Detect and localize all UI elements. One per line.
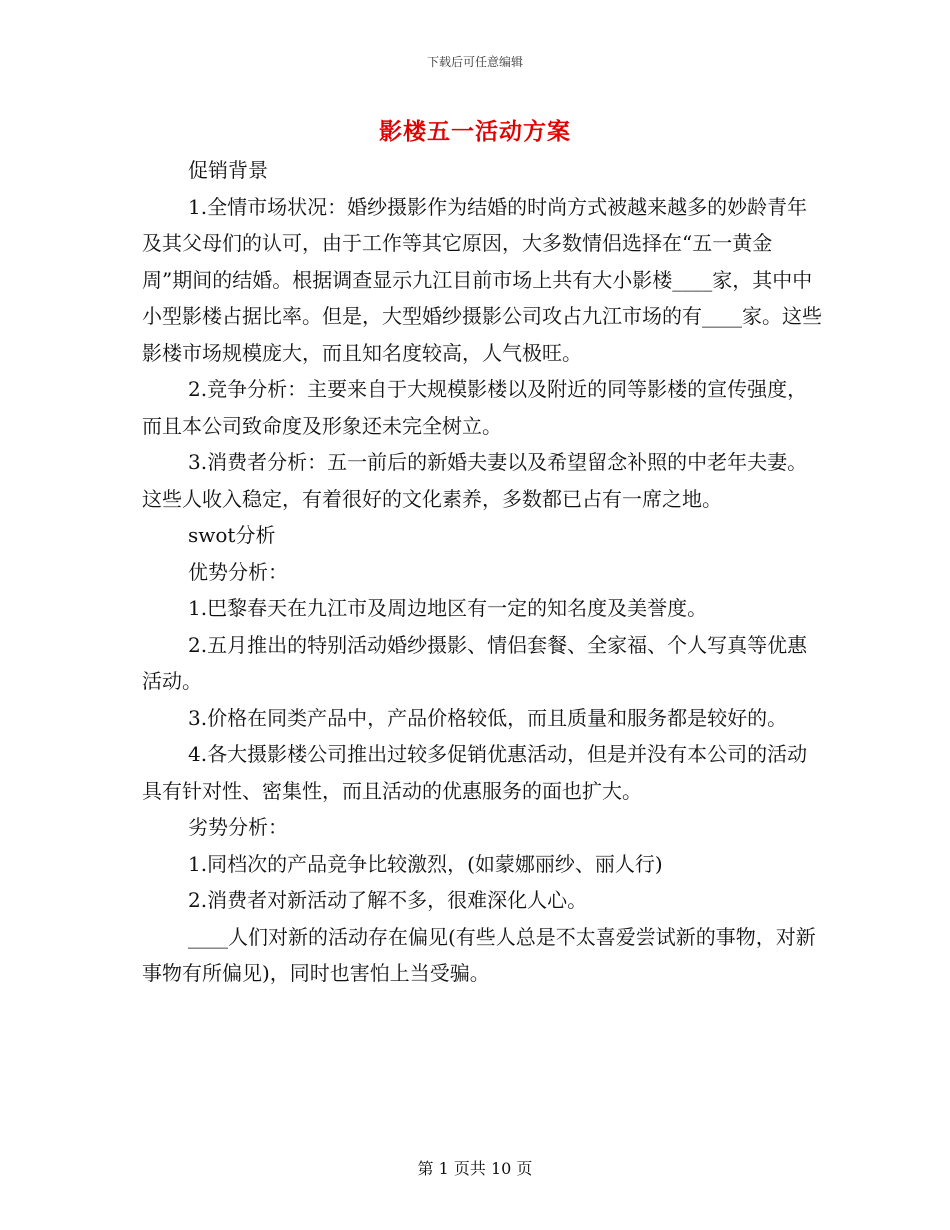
weakness-item-1: 1.同档次的产品竞争比较激烈，(如蒙娜丽纱、丽人行) bbox=[188, 851, 663, 876]
section-heading-swot: swot分析 bbox=[188, 523, 276, 547]
strength-item-2: 2.五月推出的特别活动婚纱摄影、情侣套餐、全家福、个人写真等优惠活动。 bbox=[142, 632, 808, 693]
page-header-note: 下载后可任意编辑 bbox=[426, 55, 523, 69]
strength-item-1: 1.巴黎春天在九江市及周边地区有一定的知名度及美誉度。 bbox=[188, 596, 708, 620]
section-heading-strengths: 优势分析： bbox=[188, 559, 288, 584]
strength-item-4: 4.各大摄影楼公司推出过较多促销优惠活动，但是并没有本公司的活动具有针对性、密集性，而且活动的优惠服务的面也扩大。 bbox=[142, 742, 808, 803]
paragraph-competition-analysis: 2.竞争分析：主要来自于大规模影楼以及附近的同等影楼的宣传强度，而且本公司致命度及形象还未完全树立。 bbox=[142, 377, 808, 438]
section-heading-weaknesses: 劣势分析： bbox=[188, 815, 288, 839]
page-number-footer: 第 1 页共 10 页 bbox=[417, 1159, 533, 1178]
document-body bbox=[142, 152, 822, 992]
weakness-item-2: 2.消费者对新活动了解不多，很难深化人心。 bbox=[188, 888, 588, 912]
section-heading-promotion-background: 促销背景 bbox=[188, 158, 268, 182]
paragraph-consumer-analysis: 3.消费者分析：五一前后的新婚夫妻以及希望留念补照的中老年夫妻。这些人收入稳定，有着很好的文化素养，多数都已占有一席之地。 bbox=[142, 450, 808, 511]
strength-item-3: 3.价格在同类产品中，产品价格较低，而且质量和服务都是较好的。 bbox=[188, 705, 788, 730]
weakness-item-3: ____人们对新的活动存在偏见(有些人总是不太喜爱尝试新的事物，对新事物有所偏见)，同时也害怕上当受骗。 bbox=[142, 924, 816, 985]
paragraph-market-status: 1.全情市场状况：婚纱摄影作为结婚的时尚方式被越来越多的妙龄青年及其父母们的认可，由于工作等其它原因，大多数情侣选择在“五一黄金周”期间的结婚。根据调查显示九江目前市场上共有大小影楼____家，其中中小型影楼占据比率。但是，大型婚纱摄影公司攻占九江市场的有____家。这些影楼市场规模庞大，而且知名度较高，人气极旺。 bbox=[142, 194, 822, 365]
document-title: 影楼五一活动方案 bbox=[379, 118, 571, 145]
